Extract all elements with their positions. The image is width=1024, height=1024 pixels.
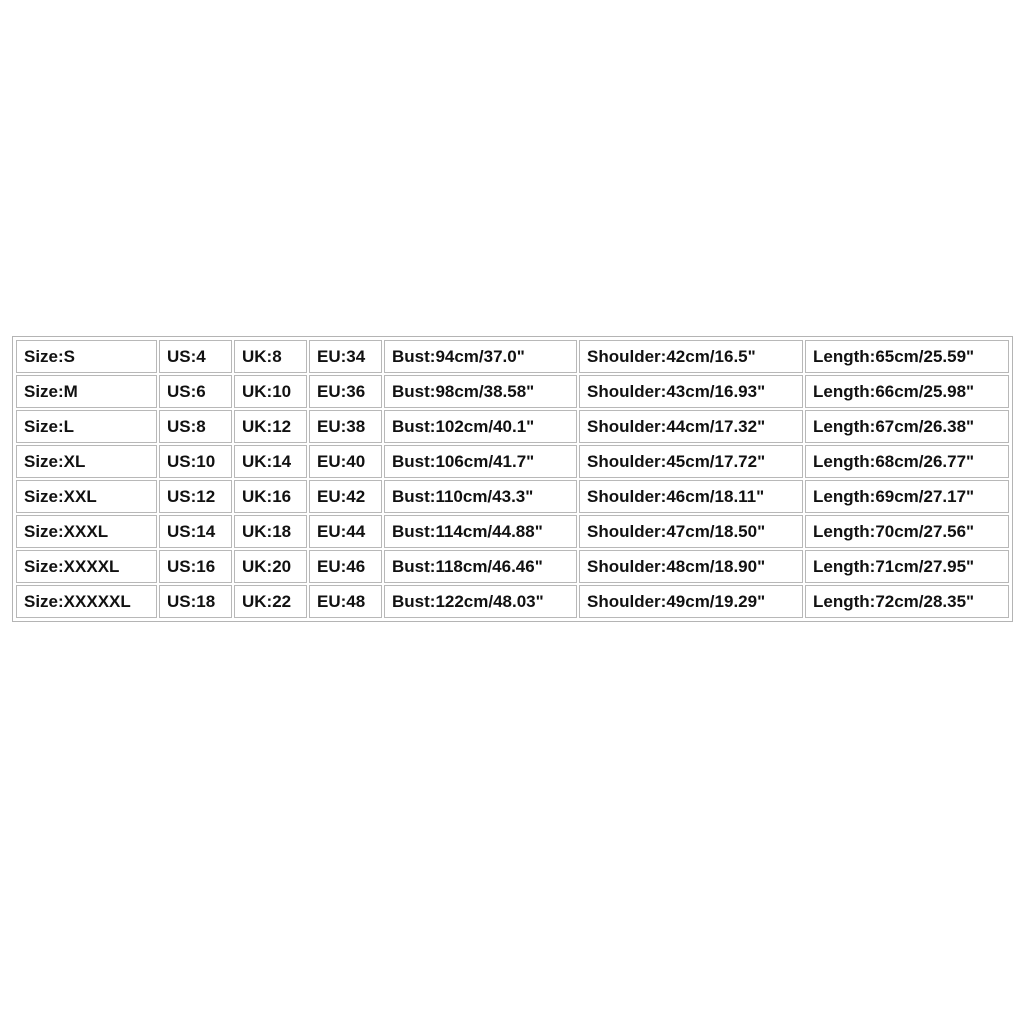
uk-size-cell: UK:12: [234, 410, 307, 443]
bust-cell: Bust:98cm/38.58": [384, 375, 577, 408]
size-cell: Size:XXXL: [16, 515, 157, 548]
size-cell: Size:XXL: [16, 480, 157, 513]
uk-size-cell: UK:14: [234, 445, 307, 478]
eu-size-cell: EU:40: [309, 445, 382, 478]
us-size-cell: US:8: [159, 410, 232, 443]
size-cell: Size:XL: [16, 445, 157, 478]
uk-size-cell: UK:18: [234, 515, 307, 548]
us-size-cell: US:10: [159, 445, 232, 478]
us-size-cell: US:12: [159, 480, 232, 513]
shoulder-cell: Shoulder:48cm/18.90": [579, 550, 803, 583]
us-size-cell: US:6: [159, 375, 232, 408]
table-row: [16, 375, 1009, 408]
shoulder-cell: Shoulder:47cm/18.50": [579, 515, 803, 548]
shoulder-cell: Shoulder:44cm/17.32": [579, 410, 803, 443]
us-size-cell: US:14: [159, 515, 232, 548]
length-cell: Length:67cm/26.38": [805, 410, 1009, 443]
length-cell: Length:72cm/28.35": [805, 585, 1009, 618]
uk-size-cell: UK:16: [234, 480, 307, 513]
length-cell: Length:66cm/25.98": [805, 375, 1009, 408]
shoulder-cell: Shoulder:46cm/18.11": [579, 480, 803, 513]
table-row: [16, 410, 1009, 443]
bust-cell: Bust:102cm/40.1": [384, 410, 577, 443]
bust-cell: Bust:106cm/41.7": [384, 445, 577, 478]
shoulder-cell: Shoulder:42cm/16.5": [579, 340, 803, 373]
size-cell: Size:XXXXXL: [16, 585, 157, 618]
bust-cell: Bust:122cm/48.03": [384, 585, 577, 618]
length-cell: Length:65cm/25.59": [805, 340, 1009, 373]
size-cell: Size:S: [16, 340, 157, 373]
table-row: [16, 480, 1009, 513]
size-cell: Size:L: [16, 410, 157, 443]
eu-size-cell: EU:44: [309, 515, 382, 548]
uk-size-cell: UK:10: [234, 375, 307, 408]
bust-cell: Bust:114cm/44.88": [384, 515, 577, 548]
length-cell: Length:70cm/27.56": [805, 515, 1009, 548]
eu-size-cell: EU:42: [309, 480, 382, 513]
us-size-cell: US:4: [159, 340, 232, 373]
eu-size-cell: EU:34: [309, 340, 382, 373]
uk-size-cell: UK:20: [234, 550, 307, 583]
size-cell: Size:M: [16, 375, 157, 408]
table-row: [16, 550, 1009, 583]
uk-size-cell: UK:8: [234, 340, 307, 373]
uk-size-cell: UK:22: [234, 585, 307, 618]
length-cell: Length:68cm/26.77": [805, 445, 1009, 478]
us-size-cell: US:16: [159, 550, 232, 583]
size-chart: [12, 336, 1013, 622]
size-chart-table: [14, 338, 1011, 620]
shoulder-cell: Shoulder:45cm/17.72": [579, 445, 803, 478]
table-row: [16, 445, 1009, 478]
size-cell: Size:XXXXL: [16, 550, 157, 583]
eu-size-cell: EU:38: [309, 410, 382, 443]
eu-size-cell: EU:36: [309, 375, 382, 408]
table-row: [16, 340, 1009, 373]
shoulder-cell: Shoulder:43cm/16.93": [579, 375, 803, 408]
table-row: [16, 515, 1009, 548]
bust-cell: Bust:94cm/37.0": [384, 340, 577, 373]
eu-size-cell: EU:48: [309, 585, 382, 618]
bust-cell: Bust:110cm/43.3": [384, 480, 577, 513]
bust-cell: Bust:118cm/46.46": [384, 550, 577, 583]
length-cell: Length:71cm/27.95": [805, 550, 1009, 583]
eu-size-cell: EU:46: [309, 550, 382, 583]
length-cell: Length:69cm/27.17": [805, 480, 1009, 513]
us-size-cell: US:18: [159, 585, 232, 618]
table-row: [16, 585, 1009, 618]
shoulder-cell: Shoulder:49cm/19.29": [579, 585, 803, 618]
